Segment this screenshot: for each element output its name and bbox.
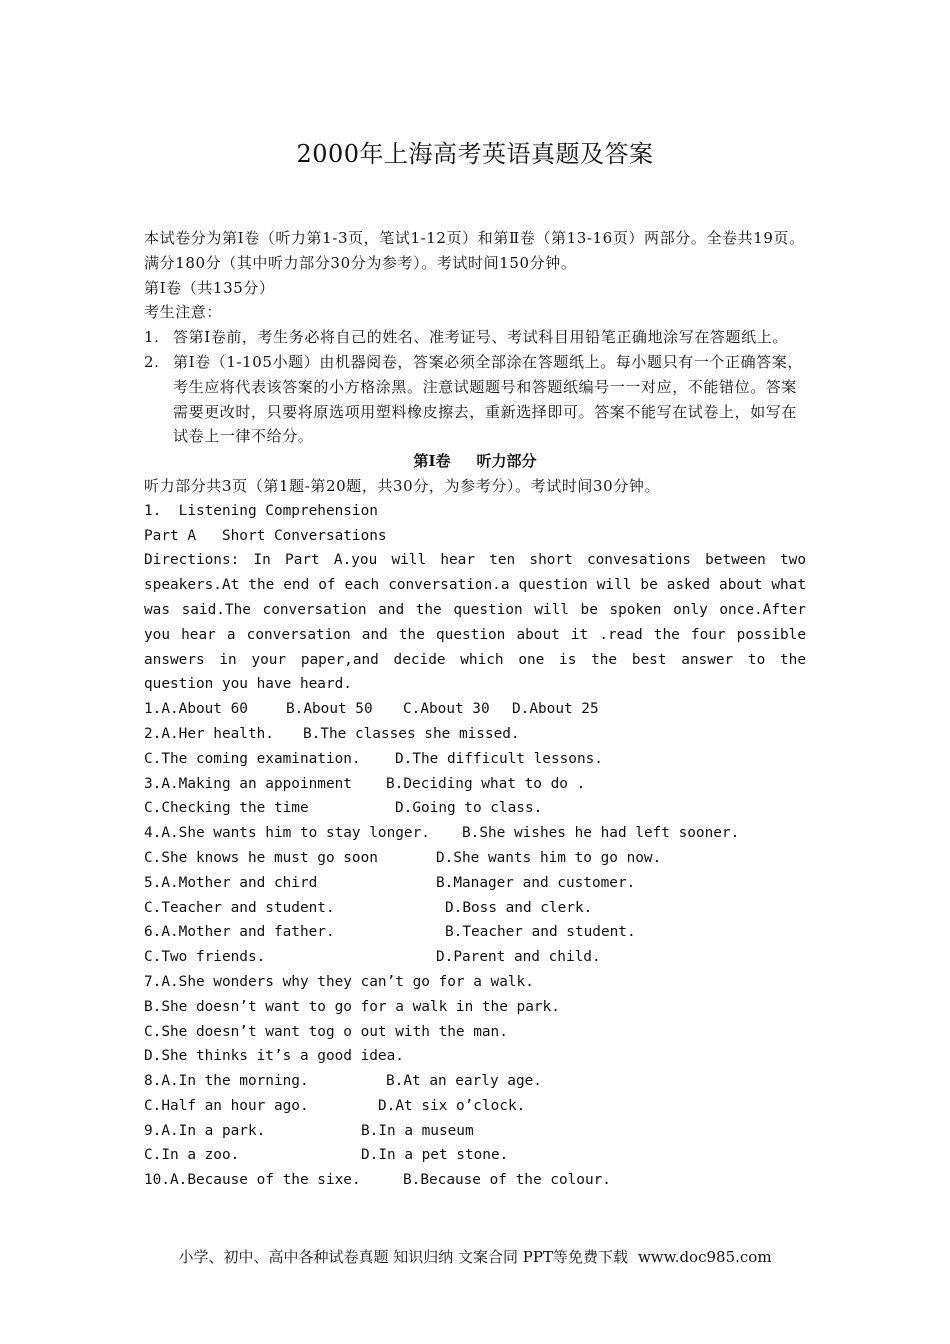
notice-item-2 [144, 350, 806, 449]
question-5-row-2 [144, 896, 806, 921]
question-2-row-1 [144, 722, 806, 747]
intro-paragraph: 本试卷分为第Ⅰ卷（听力第1-3页，笔试1-12页）和第Ⅱ卷（第13-16页）两部分。全卷共19页。满分180分（其中听力部分30分为参考）。考试时间150分钟。 [144, 229, 805, 272]
option: 2.A.Her health. [144, 725, 274, 742]
option: 6.A.Mother and father. [144, 924, 335, 941]
part-a-title: Part A Short Conversations [144, 527, 387, 544]
listening-note: 听力部分共3页（第1题-第20题，共30分，为参考分）。考试时间30分钟。 [144, 476, 661, 495]
question-9-row-2 [144, 1143, 806, 1168]
question-2-row-2 [144, 747, 806, 772]
option: B.The classes she missed. [303, 725, 520, 742]
option: D.The difficult lessons. [395, 750, 603, 767]
option: B.Deciding what to do . [386, 775, 586, 792]
question-4-row-2 [144, 846, 806, 871]
option: D.At six o’clock. [378, 1097, 526, 1114]
section-volume: 第Ⅰ卷 [413, 452, 451, 471]
page-footer [0, 1246, 950, 1267]
question-3-row-2 [144, 796, 806, 821]
page-title: 2000年上海高考英语真题及答案 [296, 140, 654, 168]
option: 9.A.In a park. [144, 1122, 266, 1139]
option: C.About 30 [403, 701, 490, 718]
option: C.The coming examination. [144, 750, 361, 767]
option: D.Parent and child. [436, 949, 601, 966]
part-title: 1. Listening Comprehension [144, 502, 378, 519]
section-heading [144, 449, 806, 474]
option: D.In a pet stone. [361, 1147, 509, 1164]
option: 8.A.In the morning. [144, 1073, 309, 1090]
option: 10.A.Because of the sixe. [144, 1172, 361, 1189]
option: 3.A.Making an appoinment [144, 775, 352, 792]
option: B.Teacher and student. [445, 924, 636, 941]
section-name: 听力部分 [476, 452, 537, 471]
option: 5.A.Mother and chird [144, 874, 318, 891]
option: D.Going to class. [395, 800, 543, 817]
directions-text: Directions: In Part A.you will hear ten short convesations between two speakers.At the end of each conversation.a question will be asked about what was said.The conversation and the question will be spoken only once.After you hear a conversation and the question about it .read the four possible answers in your paper,and decide which one is the best answer to the question you have heard. [144, 552, 806, 693]
option: B.Because of the colour. [403, 1172, 611, 1189]
option: D.Boss and clerk. [445, 899, 593, 916]
option: 4.A.She wants him to stay longer. [144, 825, 430, 842]
option: B.About 50 [286, 701, 373, 718]
question-8-row-2 [144, 1094, 806, 1119]
question-5-row-1 [144, 871, 806, 896]
question-10-row-1 [144, 1168, 806, 1193]
option: 1.A.About 60 [144, 701, 248, 718]
volume-one-heading: 第Ⅰ卷（共135分） [144, 278, 275, 297]
footer-url[interactable]: www.doc985.com [637, 1248, 772, 1266]
option: B.In a museum [361, 1122, 474, 1139]
question-7-option: C.She doesn’t want tog o out with the man. [144, 1023, 508, 1040]
notice-item-text: 答第Ⅰ卷前，考生务必将自己的姓名、准考证号、考试科目用铅笔正确地涂写在答题纸上。 [173, 328, 788, 347]
footer-text: 小学、初中、高中各种试卷真题 知识归纳 文案合同 PPT等免费下载 [178, 1248, 628, 1266]
option: C.Two friends. [144, 949, 266, 966]
option: D.She wants him to go now. [436, 849, 662, 866]
question-6-row-1 [144, 920, 806, 945]
question-7-option: D.She thinks it’s a good idea. [144, 1048, 404, 1065]
option: C.Checking the time [144, 800, 309, 817]
question-3-row-1 [144, 772, 806, 797]
document-body [144, 226, 806, 1193]
option: B.At an early age. [386, 1073, 542, 1090]
question-9-row-1 [144, 1119, 806, 1144]
notice-item-number: 2. [144, 352, 160, 371]
option: C.Teacher and student. [144, 899, 335, 916]
question-7-option: 7.A.She wonders why they can’t go for a walk. [144, 973, 534, 990]
question-7-option: B.She doesn’t want to go for a walk in the park. [144, 998, 560, 1015]
option: C.Half an hour ago. [144, 1097, 309, 1114]
option: B.Manager and customer. [436, 874, 636, 891]
option: B.She wishes he had left sooner. [462, 825, 740, 842]
option: D.About 25 [512, 701, 599, 718]
notice-label: 考生注意： [144, 303, 223, 322]
notice-item-number: 1. [144, 328, 160, 347]
option: C.In a zoo. [144, 1147, 240, 1164]
notice-item-text: 第Ⅰ卷（1-105小题）由机器阅卷，答案必须全部涂在答题纸上。每小题只有一个正确答案，考生应将代表该答案的小方格涂黑。注意试题题号和答题纸编号一一对应，不能错位。答案需要更改时，只要将原选项用塑料橡皮擦去，重新选择即可。答案不能写在试卷上，如写在试卷上一律不给分。 [173, 352, 803, 446]
question-4-row-1 [144, 821, 806, 846]
option: C.She knows he must go soon [144, 849, 378, 866]
question-1 [144, 697, 806, 722]
notice-item-1 [144, 325, 806, 350]
question-8-row-1 [144, 1069, 806, 1094]
question-6-row-2 [144, 945, 806, 970]
